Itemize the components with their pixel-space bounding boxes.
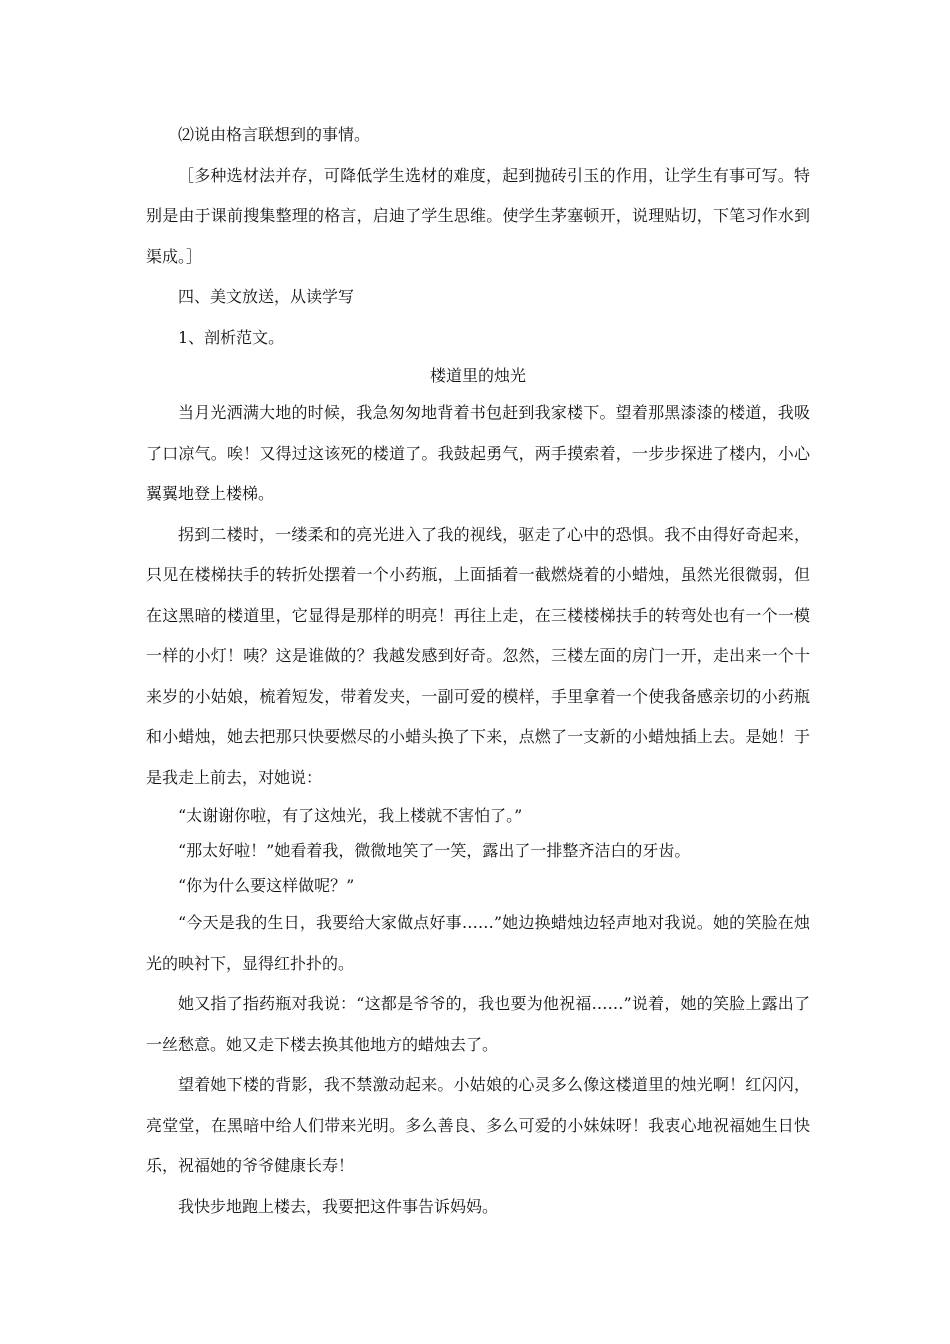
subheading-analyze-sample: 1、剖析范文。 xyxy=(178,327,285,347)
essay-paragraph-1: 当月光洒满大地的时候，我急匆匆地背着书包赶到我家楼下。望着那黑漆漆的楼道，我吸了口凉气。唉！又得过这该死的楼道了。我鼓起勇气，两手摸索着，一步步探进了楼内，小心翼翼地登上楼梯。 xyxy=(146,403,810,503)
essay-dialogue-1: “太谢谢你啦，有了这烛光，我上楼就不害怕了。” xyxy=(178,806,523,825)
essay-dialogue-4: “今天是我的生日，我要给大家做点好事……”她边换蜡烛边轻声地对我说。她的笑脸在烛光的映衬下，显得红扑扑的。 xyxy=(146,913,810,973)
essay-dialogue-2: “那太好啦！”她看着我，微微地笑了一笑，露出了一排整齐洁白的牙齿。 xyxy=(178,841,691,860)
essay-paragraph-5: 我快步地跑上楼去，我要把这件事告诉妈妈。 xyxy=(178,1196,499,1216)
essay-paragraph-2: 拐到二楼时，一缕柔和的亮光进入了我的视线，驱走了心中的恐惧。我不由得好奇起来，只见在楼梯扶手的转折处摆着一个小药瓶，上面插着一截燃烧着的小蜡烛，虽然光很微弱，但在这黑暗的楼道里，它显得是那样的明亮！再往上走，在三楼楼梯扶手的转弯处也有一个一模一样的小灯！咦？这是谁做的？我越发感到好奇。忽然，三楼左面的房门一开，走出来一个十来岁的小姑娘，梳着短发，带着发夹，一副可爱的模样，手里拿着一个使我备感亲切的小药瓶和小蜡烛，她去把那只快要燃尽的小蜡头换了下来，点燃了一支新的小蜡烛插上去。是她！于是我走上前去，对她说： xyxy=(146,524,810,787)
paragraph-teaching-note: ［多种选材法并存，可降低学生选材的难度，起到抛砖引玉的作用，让学生有事可写。特别是由于课前搜集整理的格言，启迪了学生思维。使学生茅塞顿开，说理贴切，下笔习作水到渠成。］ xyxy=(146,165,810,266)
essay-dialogue-3: “你为什么要这样做呢？” xyxy=(178,876,355,895)
essay-paragraph-3: 她又指了指药瓶对我说：“这都是爷爷的，我也要为他祝福……”说着，她的笑脸上露出了一丝愁意。她又走下楼去换其他地方的蜡烛去了。 xyxy=(146,994,810,1054)
essay-paragraph-4: 望着她下楼的背影，我不禁激动起来。小姑娘的心灵多么像这楼道里的烛光啊！红闪闪，亮堂堂，在黑暗中给人们带来光明。多么善良、多么可爱的小妹妹呀！我衷心地祝福她生日快乐，祝福她的爷爷健康长寿！ xyxy=(146,1075,810,1175)
document-page xyxy=(146,115,810,1227)
paragraph-association: ⑵说由格言联想到的事情。 xyxy=(178,125,371,144)
essay-title: 楼道里的烛光 xyxy=(429,366,526,385)
section-heading-4: 四、美文放送，从读学写 xyxy=(178,287,355,306)
